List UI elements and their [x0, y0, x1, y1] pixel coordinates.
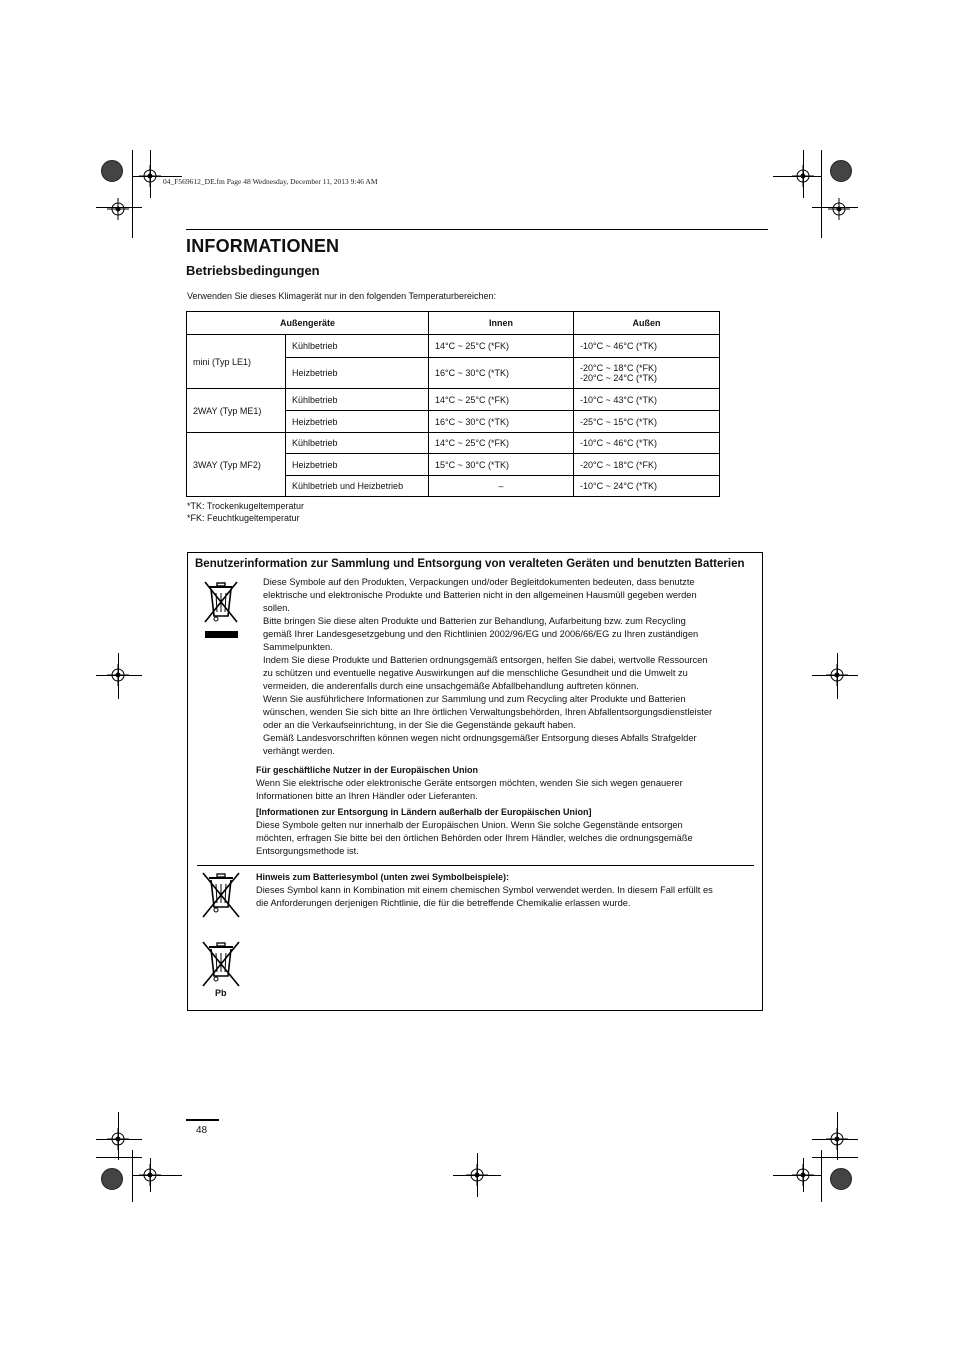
- text-line: Dieses Symbol kann in Kombination mit einem chemischen Symbol verwendet werden. In diesem Fall erfüllt es: [256, 885, 713, 895]
- header-outside: Außen: [574, 312, 720, 335]
- registration-mark-icon: [107, 1128, 129, 1150]
- registration-circle: [830, 1168, 852, 1190]
- top-rule: [186, 229, 768, 230]
- registration-mark-icon: [828, 198, 850, 220]
- table-header-row: [187, 312, 720, 335]
- battery-crossed-bin-icon: [198, 871, 244, 919]
- text-line: vermeiden, die anderenfalls durch eine unsachgemäße Abfallbehandlung auftreten können.: [263, 681, 639, 691]
- text-line: Diese Symbole auf den Produkten, Verpackungen und/oder Begleitdokumenten bedeuten, dass benutzte: [263, 577, 695, 587]
- table-row: [187, 389, 720, 411]
- mode-cell: Kühlbetrieb: [286, 335, 429, 358]
- unit-cell: 3WAY (Typ MF2): [187, 433, 286, 497]
- table-row: [187, 335, 720, 358]
- page-number-rule: [186, 1119, 219, 1121]
- registration-mark-icon: [107, 664, 129, 686]
- registration-mark-icon: [107, 198, 129, 220]
- text-line: Entsorgungsmethode ist.: [256, 846, 359, 856]
- text-line: die Anforderungen derjenigen Richtlinie, die für die betreffende Chemikalie erlassen wurde.: [256, 898, 631, 908]
- outside-cell: -10°C ~ 24°C (*TK): [574, 476, 720, 497]
- inside-cell: 15°C ~ 30°C (*TK): [429, 454, 574, 476]
- registration-mark-icon: [139, 1164, 161, 1186]
- page-number: 48: [196, 1125, 208, 1136]
- text-line: Wenn Sie elektrische oder elektronische Geräte entsorgen möchten, wenden Sie sich wegen genauerer: [256, 778, 683, 788]
- registration-mark-icon: [139, 165, 161, 187]
- outside-eu-section: [256, 806, 693, 858]
- registration-circle: [101, 1168, 123, 1190]
- footnote-tk: *TK: Trockenkugeltemperatur: [187, 501, 305, 511]
- text-line: Bitte bringen Sie diese alten Produkte und Batterien zur Behandlung, Aufarbeitung bzw. zum Recycling: [263, 616, 686, 626]
- inside-cell: 14°C ~ 25°C (*FK): [429, 389, 574, 411]
- footnote-fk: *FK: Feuchtkugeltemperatur: [187, 513, 300, 523]
- text-line: oder an die Verkaufseinrichtung, in der Sie die Gegenstände gekauft haben.: [263, 720, 576, 730]
- unit-cell: mini (Typ LE1): [187, 335, 286, 389]
- header-outdoor-units: Außengeräte: [187, 312, 429, 335]
- registration-mark-icon: [466, 1164, 488, 1186]
- mode-cell: Kühlbetrieb und Heizbetrieb: [286, 476, 429, 497]
- inside-cell: 16°C ~ 30°C (*TK): [429, 411, 574, 433]
- outside-cell: -20°C ~ 18°C (*FK): [574, 454, 720, 476]
- header-inside: Innen: [429, 312, 574, 335]
- text-line: gemäß Ihrer Landesgesetzgebung und den Richtlinien 2002/96/EG und 2006/66/EG zu Ihren zuständigen: [263, 629, 699, 639]
- business-users-section: [256, 764, 683, 803]
- text-line: Sammelpunkten.: [263, 642, 333, 652]
- pb-label: Pb: [215, 988, 227, 998]
- inside-cell: 14°C ~ 25°C (*FK): [429, 433, 574, 454]
- crossed-bin-icon: [200, 578, 242, 640]
- inside-cell: 14°C ~ 25°C (*FK): [429, 335, 574, 358]
- box-divider: [197, 865, 754, 866]
- registration-mark-icon: [826, 1128, 848, 1150]
- battery-symbol-section: [256, 871, 713, 910]
- inside-cell: 16°C ~ 30°C (*TK): [429, 358, 574, 389]
- mode-cell: Kühlbetrieb: [286, 389, 429, 411]
- outside-cell: -10°C ~ 46°C (*TK): [574, 335, 720, 358]
- outside-eu-title: [Informationen zur Entsorgung in Ländern außerhalb der Europäischen Union]: [256, 807, 592, 817]
- section-subtitle: Betriebsbedingungen: [186, 263, 320, 278]
- text-line: Diese Symbole gelten nur innerhalb der Europäischen Union. Wenn Sie solche Gegenstände entsorgen: [256, 820, 683, 830]
- outside-cell: -10°C ~ 46°C (*TK): [574, 433, 720, 454]
- text-line: Wenn Sie ausführlichere Informationen zur Sammlung und zum Recycling alter Produkte und Batterien: [263, 694, 686, 704]
- text-line: wünschen, wenden Sie sich bitte an Ihre örtlichen Verwaltungsbehörden, Ihren Abfallentsorgungsdienstleister: [263, 707, 713, 717]
- mode-cell: Heizbetrieb: [286, 411, 429, 433]
- unit-cell: 2WAY (Typ ME1): [187, 389, 286, 433]
- outside-cell: [574, 358, 720, 389]
- registration-circle: [101, 160, 123, 182]
- outside-cell: -25°C ~ 15°C (*TK): [574, 411, 720, 433]
- table-row: [187, 433, 720, 454]
- text-line: Indem Sie diese Produkte und Batterien ordnungsgemäß entsorgen, helfen Sie dabei, wertvolle Ressourcen: [263, 655, 708, 665]
- outside-line: -20°C ~ 24°C (*TK): [580, 373, 657, 383]
- text-line: zu schützen und eventuelle negative Auswirkungen auf die menschliche Gesundheit und die Umwelt zu: [263, 668, 688, 678]
- registration-mark-icon: [792, 165, 814, 187]
- mode-cell: Heizbetrieb: [286, 358, 429, 389]
- text-line: möchten, erfragen Sie bitte bei den örtlichen Behörden oder Ihrem Händler, welches die ordnungsgemäße: [256, 833, 693, 843]
- file-info-header: 04_F569612_DE.fm Page 48 Wednesday, December 11, 2013 9:46 AM: [163, 177, 378, 186]
- text-line: Informationen bitte an Ihren Händler oder Lieferanten.: [256, 791, 478, 801]
- registration-mark-icon: [826, 664, 848, 686]
- intro-text: Verwenden Sie dieses Klimagerät nur in den folgenden Temperaturbereichen:: [187, 291, 497, 301]
- business-users-title: Für geschäftliche Nutzer in der Europäischen Union: [256, 765, 479, 775]
- text-line: verhängt werden.: [263, 746, 335, 756]
- mode-cell: Heizbetrieb: [286, 454, 429, 476]
- temperature-table: [186, 311, 720, 497]
- outside-line: -20°C ~ 18°C (*FK): [580, 363, 657, 373]
- outside-cell: -10°C ~ 43°C (*TK): [574, 389, 720, 411]
- registration-circle: [830, 160, 852, 182]
- inside-cell: –: [429, 476, 574, 497]
- disposal-title: Benutzerinformation zur Sammlung und Entsorgung von veralteten Geräten und benutzten Batterien: [195, 558, 745, 570]
- mode-cell: Kühlbetrieb: [286, 433, 429, 454]
- battery-symbol-title: Hinweis zum Batteriesymbol (unten zwei Symbolbeispiele):: [256, 872, 510, 882]
- text-line: sollen.: [263, 603, 290, 613]
- text-line: Gemäß Landesvorschriften können wegen nicht ordnungsgemäßer Entsorgung dieses Abfalls Strafgelder: [263, 733, 697, 743]
- text-line: elektrische und elektronische Produkte und Batterien nicht in den allgemeinen Hausmüll gegeben werden: [263, 590, 697, 600]
- battery-crossed-bin-pb-icon: [198, 940, 244, 990]
- disposal-paragraph: [263, 576, 712, 758]
- registration-mark-icon: [792, 1164, 814, 1186]
- page-title: INFORMATIONEN: [186, 236, 340, 256]
